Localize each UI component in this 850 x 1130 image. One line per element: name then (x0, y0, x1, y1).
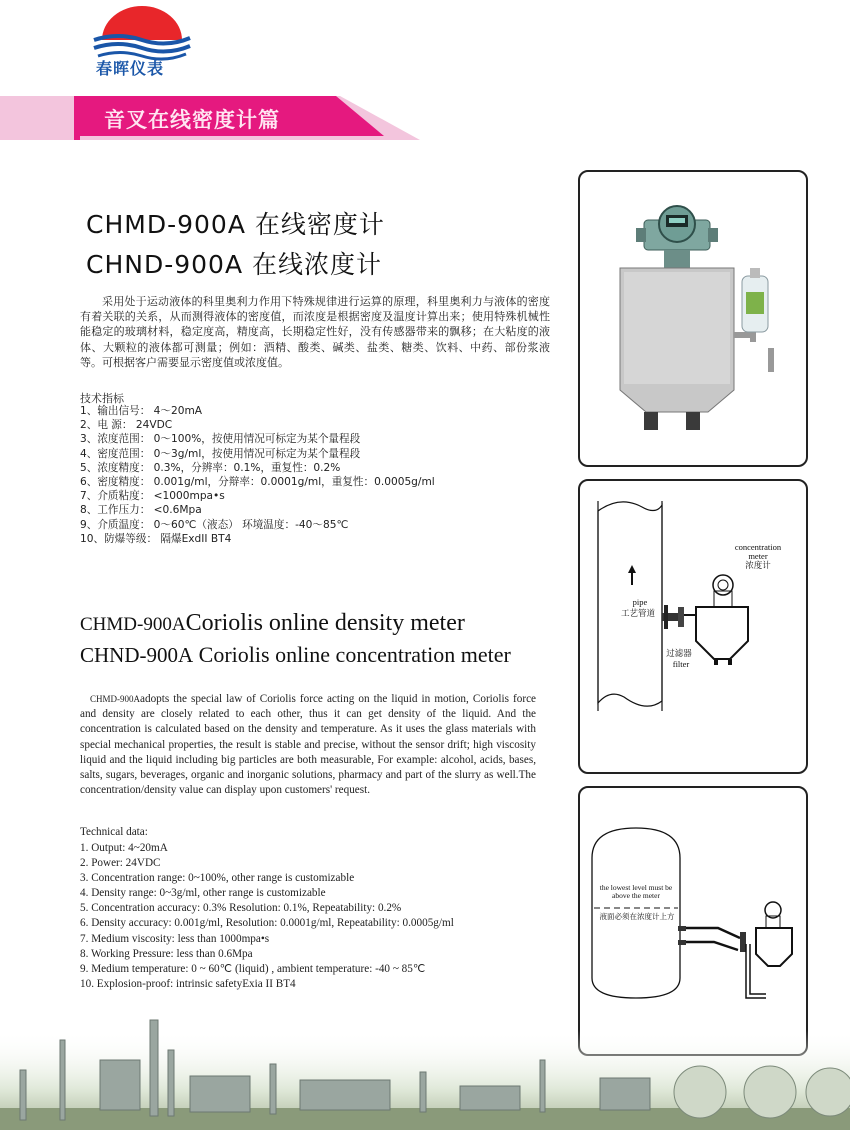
cn-spec-list (80, 404, 550, 546)
en-spec-list (80, 841, 454, 992)
en-spec-item: 5. Concentration accuracy: 0.3% Resolution: 0.1%, Repeatability: 0.2% (80, 902, 402, 915)
en-title-text: Coriolis online concentration meter (198, 642, 511, 667)
en-title-model: CHMD-900A (80, 614, 186, 635)
en-spec-item: 7. Medium viscosity: less than 1000mpa•s (80, 932, 270, 945)
en-title-concentration (80, 642, 511, 668)
cn-spec-item: 8、工作压力： <0.6Mpa (80, 504, 202, 517)
cn-spec-title: 技术指标 (80, 392, 124, 405)
filter-label-en: filter (672, 659, 690, 669)
meter-label-cn: 浓度计 (745, 560, 771, 570)
industrial-plant-image (0, 1000, 850, 1130)
en-description (80, 692, 536, 798)
banner-title: 音叉在线密度计篇 (104, 108, 280, 132)
cn-spec-item: 5、浓度精度： 0.3%，分辨率：0.1%，重复性：0.2% (80, 461, 341, 474)
installation-diagram-panel (578, 479, 808, 774)
meter-label-en: concentration meter (734, 542, 782, 561)
en-spec-item: 9. Medium temperature: 0 ~ 60℃ (liquid) , ambient temperature: -40 ~ 85℃ (80, 962, 426, 975)
en-title-text: Coriolis online density meter (185, 610, 465, 636)
level-note-cn: 液面必须在浓度计上方 (599, 912, 675, 921)
cn-spec-item: 2、电 源： 24VDC (80, 419, 173, 432)
cn-spec-item: 7、介质粘度： <1000mpa•s (80, 490, 225, 503)
cn-spec-item: 4、密度范围： 0～3g/ml，按使用情况可标定为某个量程段 (80, 447, 361, 460)
pipe-label-en: pipe (632, 597, 648, 607)
en-title-model: CHND-900A (80, 643, 194, 667)
en-spec-item: 2. Power: 24VDC (80, 857, 161, 870)
cn-title-density: CHMD-900A 在线密度计 (86, 210, 385, 239)
cn-title-concentration: CHND-900A 在线浓度计 (86, 250, 382, 279)
cn-spec-item: 6、密度精度： 0.001g/ml，分辩率：0.0001g/ml，重复性：0.0005g/ml (80, 476, 435, 489)
cn-spec-item: 3、浓度范围： 0～100%，按使用情况可标定为某个量程段 (80, 433, 361, 446)
en-desc-body: adopts the special law of Coriolis force acting on the liquid in motion, Coriolis force and density are closely related to each other, thus it can get density of the liquid. And the concentration is calculated based on the density and temperature. As it uses the glass materials with special mechanical properties, the result is stable and precise, without the sensor drift; high viscosity liquid and the liquid including big particles are both measurable, For example: alcohol, acids, bases, salts, sugars, beverages, organic and inorganic solutions, pharmacy and part of the slurry as well.The concentration/density value can display upon customers' request. (80, 693, 536, 797)
density-meter-product-icon (580, 172, 806, 465)
brand-name: 春晖仪表 (96, 59, 165, 78)
en-spec-item: 3. Concentration range: 0~100%, other range is customizable (80, 872, 355, 885)
cn-description: 采用处于运动液体的科里奥利力作用下特殊规律进行运算的原理，科里奥利力与液体的密度有着关联的关系，从而测得液体的密度值，而浓度是根据密度及温度计算出来；使用特殊机械性能稳定的玻璃材料，稳定度高，精度高，长期稳定性好，没有传感器带来的飘移；在大粘度的液体、大颗粒的液体都可测量；例如：酒精、酸类、碱类、盐类、糖类、饮料、中药、部份浆液等。可根据客户需要显示密度值或浓度值。 (80, 295, 550, 369)
en-desc-lead: CHMD-900A (90, 694, 141, 704)
cn-spec-item: 1、输出信号： 4～20mA (80, 405, 203, 417)
en-spec-item: 1. Output: 4~20mA (80, 842, 168, 854)
cn-spec-item: 10、防爆等级： 隔爆ExdII BT4 (80, 532, 232, 545)
en-title-density (80, 610, 465, 637)
en-spec-item: 10. Explosion-proof: intrinsic safetyExia II BT4 (80, 977, 296, 990)
en-spec-item: 8. Working Pressure: less than 0.6Mpa (80, 947, 253, 960)
filter-label-cn: 过滤器 (666, 648, 692, 658)
en-spec-title: Technical data: (80, 826, 148, 838)
cn-spec-item: 9、介质温度： 0～60℃（液态） 环境温度：-40～85℃ (80, 518, 349, 531)
installation-diagram-icon (580, 481, 806, 772)
en-spec-item: 4. Density range: 0~3g/ml, other range is customizable (80, 887, 326, 900)
level-note-en: the lowest level must be above the meter (599, 883, 673, 900)
en-spec-item: 6. Density accuracy: 0.001g/ml, Resolution: 0.0001g/ml, Repeatability: 0.0005g/ml (80, 917, 454, 930)
product-photo-panel (578, 170, 808, 467)
pipe-label-cn: 工艺管道 (620, 608, 655, 618)
